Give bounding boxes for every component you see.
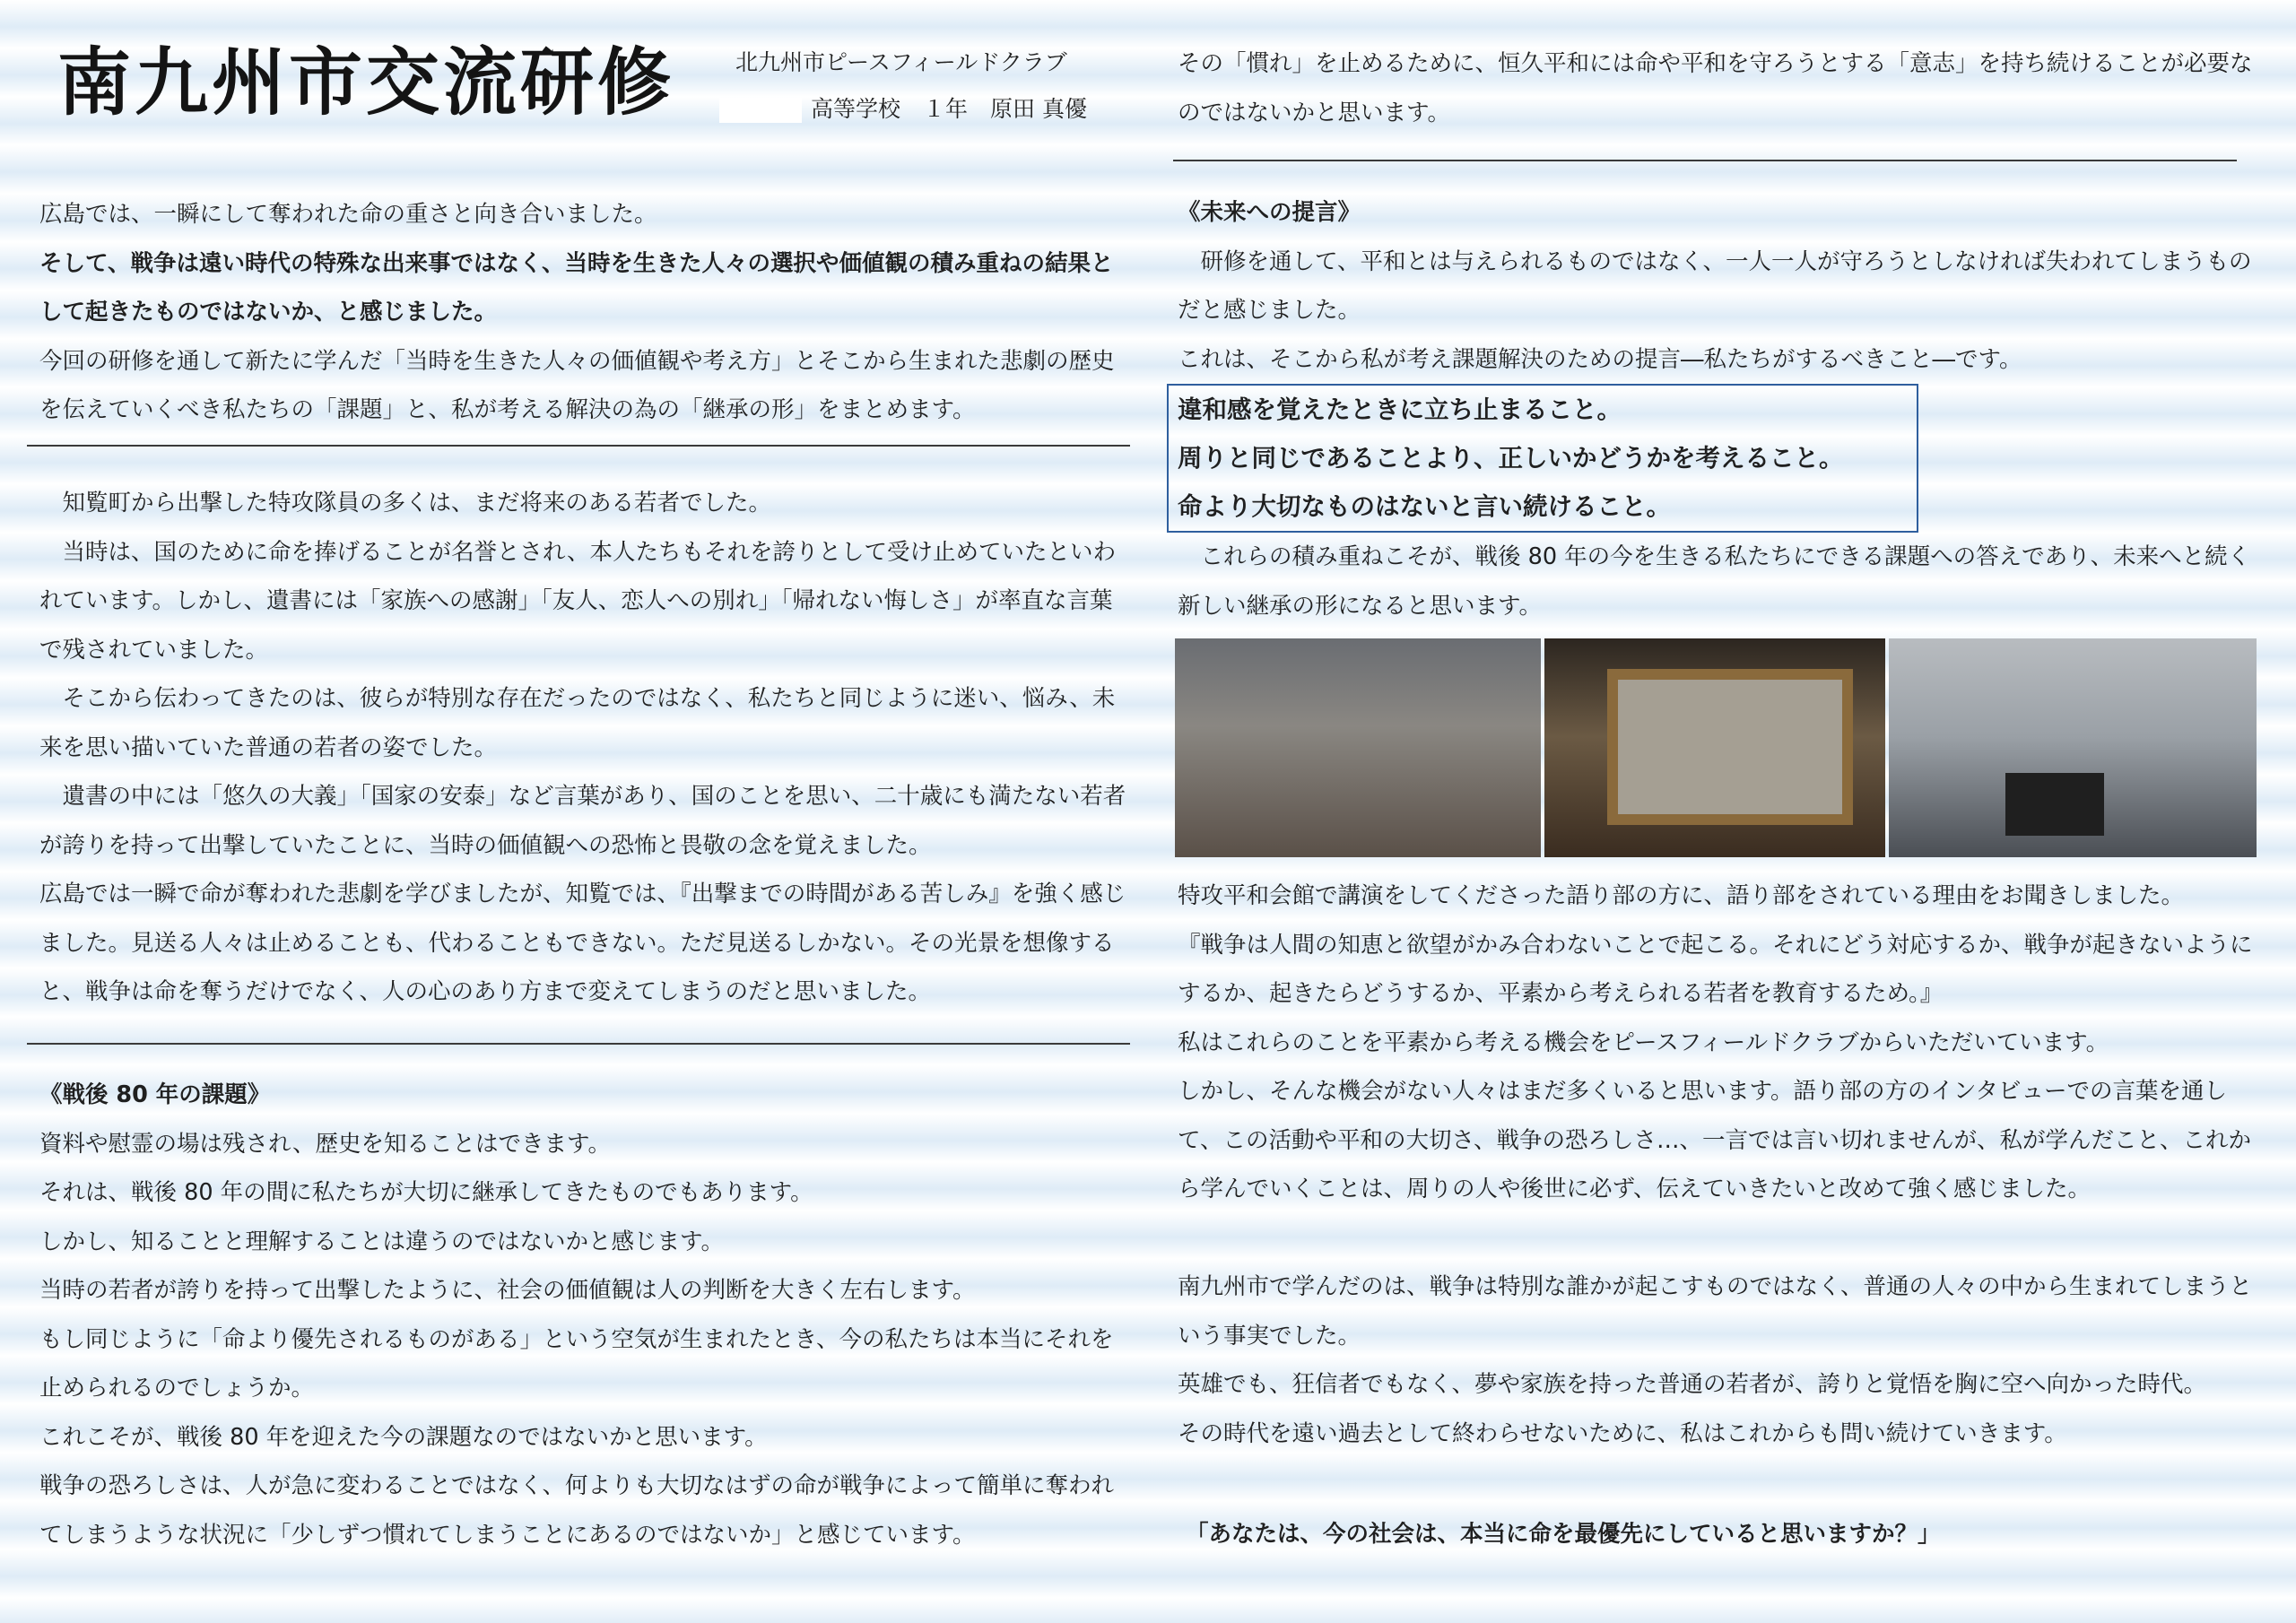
issue-line-6: これこそが、戦後 80 年を迎えた今の課題なのではないかと思います。 [39, 1423, 768, 1451]
proposal-heading: 《未来への提言》 [1178, 199, 1361, 226]
divider [27, 445, 1130, 447]
issue-section [39, 1071, 1129, 1559]
author-line [719, 93, 1087, 126]
divider [1173, 160, 2237, 161]
issue-line-3: しかし、知ることと理解することは違うのではないかと感じます。 [39, 1228, 724, 1255]
issue-heading: 《戦後 80 年の課題》 [39, 1081, 271, 1108]
group-photo-students [1175, 638, 1541, 857]
proposal-item-1: 違和感を覚えたときに立ち止まること。 [1178, 395, 1622, 424]
intro-line-3: 今回の研修を通して新たに学んだ「当時を生きた人々の価値観や考え方」とそこから生まれた悲劇の歴史を伝えていくべき私たちの「課題」と、私が考える解決の為の「継承の形」をまとめます。 [39, 347, 1115, 423]
photo-strip [1175, 638, 2257, 857]
issue-line-5: もし同じように「命より優先されるものがある」という空気が生まれたとき、今の私たちは本当にそれを止められるのでしょうか。 [39, 1325, 1114, 1402]
storyteller-paragraph-1: 特攻平和会館で講演をしてくださった語り部の方に、語り部をされている理由をお聞きしました。 [1178, 882, 2185, 909]
chiran-paragraph-1: 知覧町から出撃した特攻隊員の多くは、まだ将来のある若者でした。 [62, 490, 772, 516]
conclusion-section [1178, 1263, 2263, 1458]
conclusion-paragraph-1: 南九州市で学んだのは、戦争は特別な誰かが起こすものではなく、普通の人々の中から生まれてしまうという事実でした。 [1178, 1273, 2252, 1350]
redacted-school-name [719, 98, 802, 123]
proposal-paragraph-1: 研修を通して、平和とは与えられるものではなく、一人一人が守ろうとしなければ失われてしまうものだと感じました。 [1178, 247, 2252, 324]
school-and-author: 高等学校 １年 原田 真優 [811, 96, 1087, 122]
storyteller-quote: 『戦争は人間の知恵と欲望がかみ合わないことで起こる。それにどう対応するか、戦争が起きないようにするか、起きたらどうするか、平素から考えられる若者を教育するため。』 [1178, 931, 2253, 1007]
monument-stone [2005, 773, 2104, 836]
proposal-box [1167, 384, 1918, 533]
issue-line-2: それは、戦後 80 年の間に私たちが大切に継承してきたものでもあります。 [39, 1179, 813, 1206]
issue-line-4: 当時の若者が誇りを持って出撃したように、社会の価値観は人の判断を大きく左右します。 [39, 1277, 976, 1304]
chiran-paragraph-3: そこから伝わってきたのは、彼らが特別な存在だったのではなく、私たちと同じように迷い、悩み、未来を思い描いていた普通の若者の姿でした。 [39, 685, 1116, 761]
conclusion-paragraph-3: その時代を遠い過去として終わらせないために、私はこれからも問い続けていきます。 [1178, 1419, 2067, 1447]
intro-line-2: そして、戦争は遠い時代の特殊な出来事ではなく、当時を生きた人々の選択や価値観の積み重ねの結果として起きたものではないか、と感じました。 [39, 249, 1114, 325]
storyteller-paragraph-2: 私はこれらのことを平素から考える機会をピースフィールドクラブからいただいています。 [1178, 1028, 2109, 1056]
intro-line-1: 広島では、一瞬にして奪われた命の重さと向き合いました。 [39, 201, 657, 228]
club-name: 北九州市ピースフィールドクラブ [735, 49, 1067, 75]
intro-section [39, 190, 1129, 435]
document-title: 南九州市交流研修 [57, 40, 675, 126]
issue-line-7: 戦争の恐ろしさは、人が急に変わることではなく、何よりも大切なはずの命が戦争によって簡単に奪われてしまうような状況に「少しずつ慣れてしまうことにあるのではないか」と感じています。 [39, 1472, 1114, 1549]
after-box-paragraph: これらの積み重ねこそが、戦後 80 年の今を生きる私たちにできる課題への答えであり、未来へと続く新しい継承の形になると思います。 [1178, 543, 2251, 620]
chiran-section [39, 479, 1129, 1017]
proposal-item-3: 命より大切なものはないと言い続けること。 [1178, 492, 1671, 521]
proposal-item-2: 周りと同じであることより、正しいかどうかを考えること。 [1178, 444, 1844, 473]
chiran-paragraph-2: 当時は、国のために命を捧げることが名誉とされ、本人たちもそれを誇りとして受け止めていたといわれています。しかし、遺書には「家族への感謝」「友人、恋人への別れ」「帰れない悔しさ」が率直な言葉で残されていました。 [39, 538, 1117, 664]
chiran-paragraph-4: 遺書の中には「悠久の大義」「国家の安泰」など言葉があり、国のことを思い、二十歳にも満たない若者が誇りを持って出撃していたことに、当時の価値観への恐怖と畏敬の念を覚えました。 [39, 783, 1126, 859]
storyteller-section [1178, 872, 2263, 1214]
photo-framed-portrait [1544, 638, 1885, 857]
storyteller-paragraph-3: しかし、そんな機会がない人々はまだ多くいると思います。語り部の方のインタビューでの言葉を通して、この活動や平和の大切さ、戦争の恐ろしさ…、一言では言い切れませんが、私が学んだこと、これから学んでいくことは、周りの人や後世に必ず、伝えていきたいと改めて強く感じました。 [1178, 1078, 2251, 1202]
group-photo-monument [1889, 638, 2257, 857]
continuation-text [1178, 39, 2263, 137]
proposal-paragraph-2: これは、そこから私が考え課題解決のための提言―私たちがするべきこと―です。 [1178, 345, 2022, 373]
proposal-section [1178, 188, 2263, 630]
continuation-paragraph: その「慣れ」を止めるために、恒久平和には命や平和を守ろうとする「意志」を持ち続けることが必要なのではないかと思います。 [1178, 50, 2253, 126]
conclusion-paragraph-2: 英雄でも、狂信者でもなく、夢や家族を持った普通の若者が、誇りと覚悟を胸に空へ向かった時代。 [1178, 1371, 2206, 1398]
chiran-paragraph-5: 広島では一瞬で命が奪われた悲劇を学びましたが、知覧では、『出撃までの時間がある苦しみ』を強く感じました。見送る人々は止めることも、代わることもできない。ただ見送るしかない。その光景を想像すると、戦争は命を奪うだけでなく、人の心のあり方まで変えてしまうのだと思いました。 [39, 881, 1126, 1005]
portrait-frame [1607, 669, 1853, 825]
issue-line-1: 資料や慰霊の場は残され、歴史を知ることはできます。 [39, 1130, 611, 1158]
closing-question: 「あなたは、今の社会は、本当に命を最優先にしていると思いますか？」 [1186, 1521, 1941, 1548]
divider [27, 1043, 1130, 1045]
